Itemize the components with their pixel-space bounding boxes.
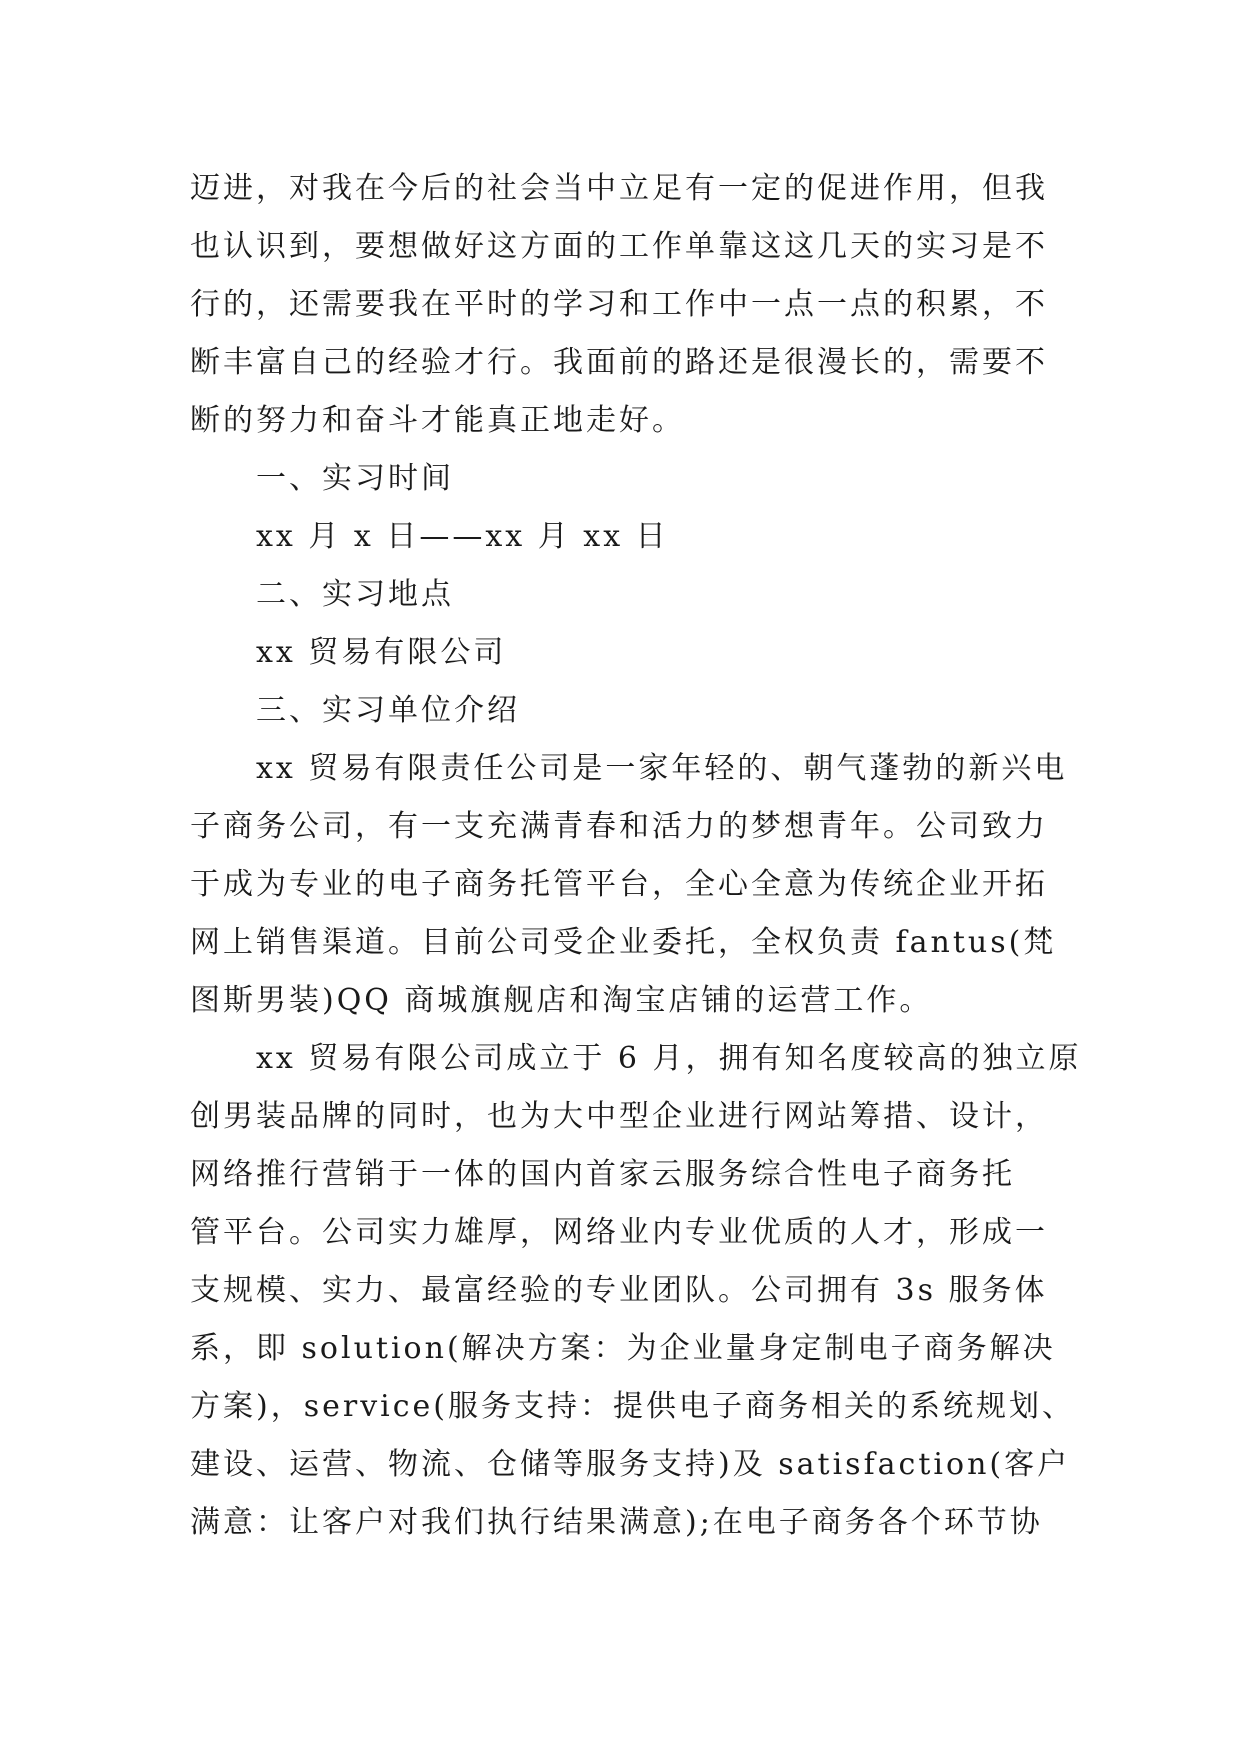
document-body: [190, 160, 1082, 1552]
text-line: 系，即 solution(解决方案：为企业量身定制电子商务解决: [190, 1331, 1056, 1366]
text-line: 一、实习时间: [256, 461, 454, 496]
text-line: 断丰富自己的经验才行。我面前的路还是很漫长的，需要不: [190, 345, 1048, 380]
text-line: 建设、运营、物流、仓储等服务支持)及 satisfaction(客户: [190, 1447, 1071, 1482]
text-line: xx 月 x 日——xx 月 xx 日: [256, 519, 669, 554]
text-line: 二、实习地点: [256, 577, 454, 612]
text-line: xx 贸易有限责任公司是一家年轻的、朝气蓬勃的新兴电: [256, 751, 1068, 786]
text-line: xx 贸易有限公司: [256, 635, 507, 670]
text-line: 行的，还需要我在平时的学习和工作中一点一点的积累，不: [190, 287, 1048, 322]
text-line: 方案)，service(服务支持：提供电子商务相关的系统规划、: [190, 1389, 1075, 1424]
text-line: 子商务公司，有一支充满青春和活力的梦想青年。公司致力: [190, 809, 1048, 844]
text-line: 断的努力和奋斗才能真正地走好。: [190, 403, 685, 438]
text-line: xx 贸易有限公司成立于 6 月，拥有知名度较高的独立原: [256, 1041, 1082, 1076]
text-line: 网上销售渠道。目前公司受企业委托，全权负责 fantus(梵: [190, 925, 1057, 960]
text-line: 三、实习单位介绍: [256, 693, 520, 728]
text-line: 网络推行营销于一体的国内首家云服务综合性电子商务托: [190, 1157, 1015, 1192]
text-line: 也认识到，要想做好这方面的工作单靠这这几天的实习是不: [190, 229, 1048, 264]
text-line: 创男装品牌的同时，也为大中型企业进行网站筹措、设计，: [190, 1099, 1048, 1134]
text-line: 满意：让客户对我们执行结果满意);在电子商务各个环节协: [190, 1505, 1043, 1540]
text-line: 于成为专业的电子商务托管平台，全心全意为传统企业开拓: [190, 867, 1048, 902]
text-line: 管平台。公司实力雄厚，网络业内专业优质的人才，形成一: [190, 1215, 1048, 1250]
text-line: 支规模、实力、最富经验的专业团队。公司拥有 3s 服务体: [190, 1273, 1048, 1308]
text-line: 迈进，对我在今后的社会当中立足有一定的促进作用，但我: [190, 171, 1048, 206]
text-line: 图斯男装)QQ 商城旗舰店和淘宝店铺的运营工作。: [190, 983, 933, 1018]
